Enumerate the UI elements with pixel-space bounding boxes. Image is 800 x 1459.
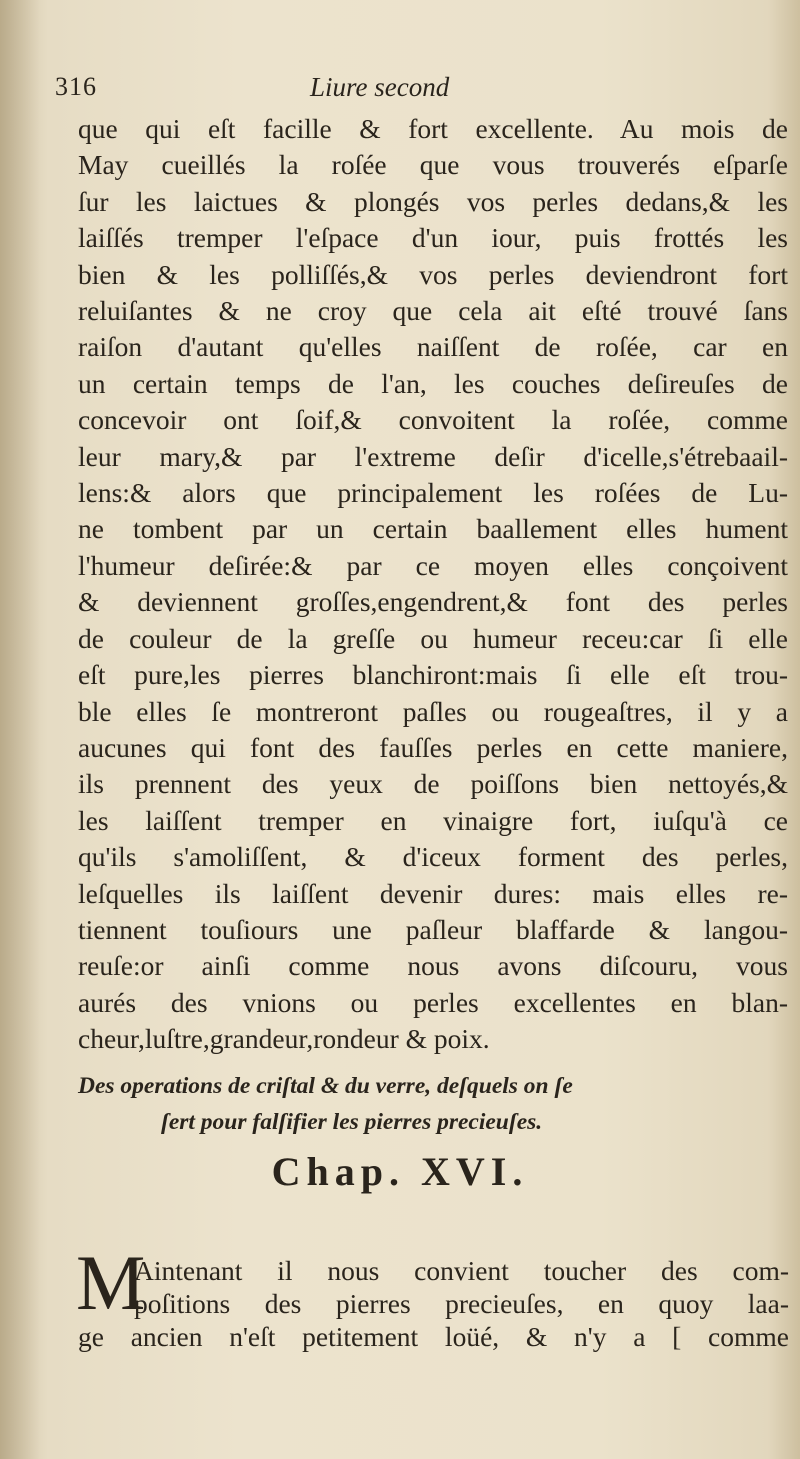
text-line: reuſe:or ainſi comme nous avons diſcouru, vous <box>78 950 788 982</box>
section-heading-line: ſert pour falſifier les pierres precieuſes. <box>161 1109 543 1135</box>
chapter-paragraph <box>78 1254 789 1353</box>
text-line: May cueillés la roſée que vous trouverés eſparſe <box>78 149 788 181</box>
section-heading <box>78 1068 790 1140</box>
chapter-title: Chap. XVI. <box>271 1149 529 1194</box>
page-header <box>55 72 755 108</box>
text-line: ſur les laictues & plongés vos perles dedans,& les <box>78 185 788 217</box>
body-paragraph <box>78 111 788 1058</box>
text-line: bien & les polliſſés,& vos perles deviendront fort <box>78 258 788 290</box>
text-line: leſquelles ils laiſſent devenir dures: mais elles re- <box>78 877 788 909</box>
text-line: l'humeur deſirée:& par ce moyen elles conçoivent <box>78 549 788 581</box>
text-line: concevoir ont ſoif,& convoitent la roſée, comme <box>78 404 788 436</box>
text-line: ble elles ſe montreront paſles ou rougeaſtres, il y a <box>78 695 788 727</box>
text-line: aurés des vnions ou perles excellentes en blan- <box>78 986 788 1018</box>
text-line: Aintenant il nous convient toucher des com- <box>134 1255 789 1286</box>
text-line: poſitions des pierres precieuſes, en quoy laa- <box>134 1288 789 1319</box>
text-line: aucunes qui font des fauſſes perles en cette maniere, <box>78 731 788 763</box>
text-line: un certain temps de l'an, les couches deſireuſes de <box>78 367 788 399</box>
text-line: lens:& alors que principalement les roſées de Lu- <box>78 477 788 509</box>
text-line: laiſſés tremper l'eſpace d'un iour, puis frottés les <box>78 222 788 254</box>
text-line: que qui eſt facille & fort excellente. Au mois de <box>78 113 788 144</box>
text-line: les laiſſent tremper en vinaigre fort, iuſqu'à ce <box>78 804 788 836</box>
text-line: reluiſantes & ne croy que cela ait eſté trouvé ſans <box>78 295 788 327</box>
text-line: leur mary,& par l'extreme deſir d'icelle,s'étrebaail- <box>78 440 788 472</box>
text-line: cheur,luſtre,grandeur,rondeur & poix. <box>78 1023 490 1055</box>
page-number: 316 <box>55 72 97 101</box>
text-line: tiennent touſiours une paſleur blaffarde & langou- <box>78 913 788 945</box>
drop-cap: M <box>76 1239 146 1326</box>
text-line: de couleur de la greſſe ou humeur receu:car ſi elle <box>78 622 788 654</box>
text-line: ne tombent par un certain baallement elles hument <box>78 513 788 545</box>
page-gutter-shadow <box>0 0 40 1459</box>
text-line: ge ancien n'eſt petitement loüé, & n'y a [ comme <box>78 1321 789 1352</box>
text-line: & deviennent groſſes,engendrent,& font des perles <box>78 586 788 618</box>
text-line: ils prennent des yeux de poiſſons bien nettoyés,& <box>78 768 788 800</box>
text-line: eſt pure,les pierres blanchiront:mais ſi elle eſt trou- <box>78 659 788 691</box>
running-title: Liure second <box>310 72 450 102</box>
text-line: qu'ils s'amoliſſent, & d'iceux forment des perles, <box>78 841 788 873</box>
text-line: raiſon d'autant qu'elles naiſſent de roſée, car en <box>78 331 788 363</box>
section-heading-line: Des operations de criſtal & du verre, deſquels on ſe <box>78 1073 573 1099</box>
